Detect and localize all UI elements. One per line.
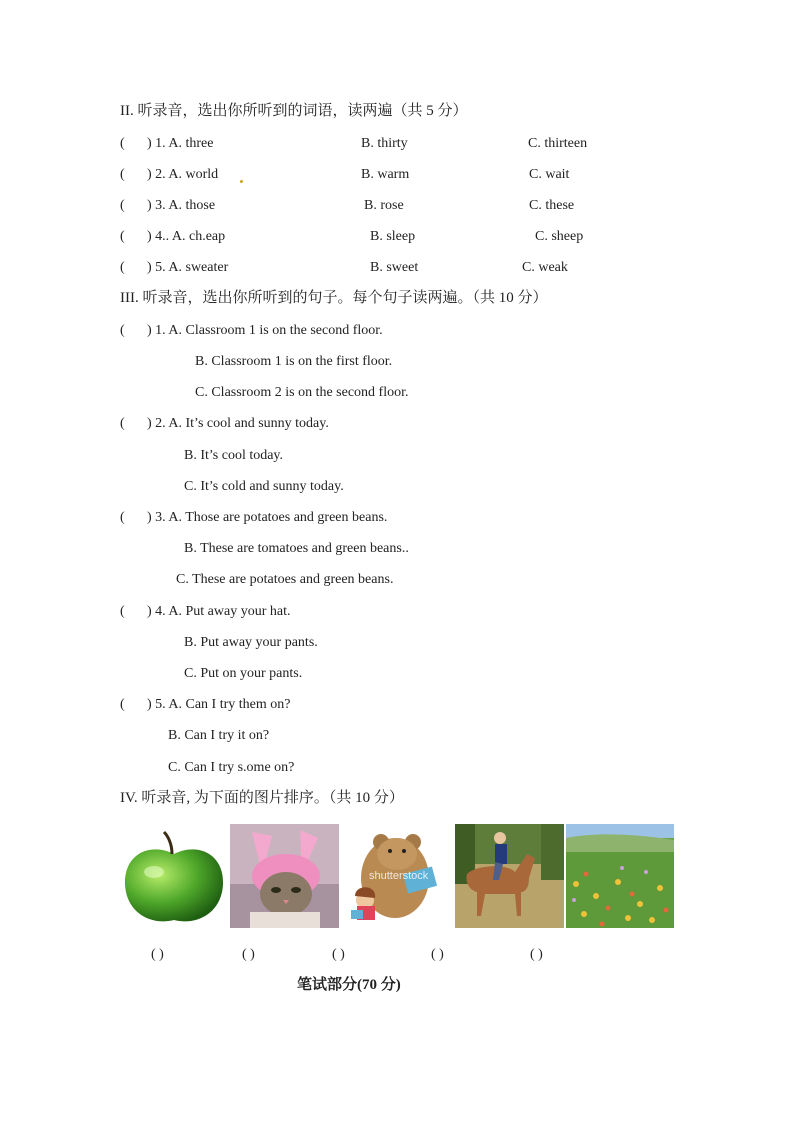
- answer-blank[interactable]: ( ): [431, 947, 444, 962]
- question-option-c: C. thirteen: [528, 136, 588, 151]
- sentence-option-c: C. Put on your pants.: [184, 666, 303, 681]
- sentence-option-b: B. It’s cool today.: [184, 448, 284, 463]
- question-option-b: B. sleep: [370, 229, 416, 244]
- question-option-b: B. warm: [361, 167, 410, 182]
- section-2-heading: II. 听录音，选出你所听到的词语，读两遍（共 5 分）: [120, 103, 468, 119]
- answer-blank[interactable]: ( ): [530, 947, 543, 962]
- section-3-heading: III. 听录音，选出你所听到的句子。每个句子读两遍。（共 10 分）: [120, 290, 548, 306]
- sentence-option-a: ) 1. A. Classroom 1 is on the second floor.: [147, 323, 383, 338]
- sentence-option-b: B. Classroom 1 is on the first floor.: [195, 354, 393, 369]
- answer-paren: (: [120, 323, 125, 338]
- answer-paren: (: [120, 229, 125, 244]
- sentence-option-c: C. Can I try s.ome on?: [168, 760, 295, 775]
- answer-paren: (: [120, 416, 125, 431]
- section-4-heading: IV. 听录音, 为下面的图片排序。（共 10 分）: [120, 790, 404, 806]
- sentence-option-b: B. Put away your pants.: [184, 635, 318, 650]
- sentence-option-c: C. These are potatoes and green beans.: [176, 572, 394, 587]
- question-option-c: C. these: [529, 198, 575, 213]
- answer-blank[interactable]: ( ): [242, 947, 255, 962]
- flower-meadow-picture: [566, 824, 674, 928]
- horse-riding-picture: [455, 824, 564, 928]
- question-option-a: ) 2. A. world: [147, 167, 219, 182]
- question-option-c: C. sheep: [535, 229, 584, 244]
- apple-picture: [120, 824, 228, 928]
- bear-reading-picture: [343, 824, 451, 928]
- sentence-option-a: ) 4. A. Put away your hat.: [147, 604, 291, 619]
- answer-paren: (: [120, 604, 125, 619]
- answer-paren: (: [120, 697, 125, 712]
- answer-paren: (: [120, 198, 125, 213]
- answer-blank[interactable]: ( ): [151, 947, 164, 962]
- sentence-option-a: ) 2. A. It’s cool and sunny today.: [147, 416, 329, 431]
- answer-paren: (: [120, 167, 125, 182]
- question-option-c: C. wait: [529, 167, 570, 182]
- question-option-a: ) 3. A. those: [147, 198, 216, 213]
- question-option-a: ) 4.. A. ch.eap: [147, 229, 226, 244]
- answer-paren: (: [120, 260, 125, 275]
- question-option-c: C. weak: [522, 260, 568, 275]
- cat-bunny-hat-picture: [230, 824, 339, 928]
- sentence-option-c: C. Classroom 2 is on the second floor.: [195, 385, 409, 400]
- sentence-option-c: C. It’s cold and sunny today.: [184, 479, 344, 494]
- ink-dot: [240, 180, 243, 183]
- question-option-a: ) 5. A. sweater: [147, 260, 229, 275]
- sentence-option-a: ) 3. A. Those are potatoes and green beans.: [147, 510, 388, 525]
- question-option-b: B. rose: [364, 198, 404, 213]
- answer-paren: (: [120, 136, 125, 151]
- question-option-b: B. thirty: [361, 136, 408, 151]
- question-option-a: ) 1. A. three: [147, 136, 214, 151]
- question-option-b: B. sweet: [370, 260, 419, 275]
- written-section-title: 笔试部分(70 分): [297, 977, 401, 993]
- sentence-option-a: ) 5. A. Can I try them on?: [147, 697, 291, 712]
- answer-paren: (: [120, 510, 125, 525]
- sentence-option-b: B. These are tomatoes and green beans..: [184, 541, 409, 556]
- sentence-option-b: B. Can I try it on?: [168, 728, 270, 743]
- answer-blank[interactable]: ( ): [332, 947, 345, 962]
- watermark: shutterstock: [369, 870, 429, 882]
